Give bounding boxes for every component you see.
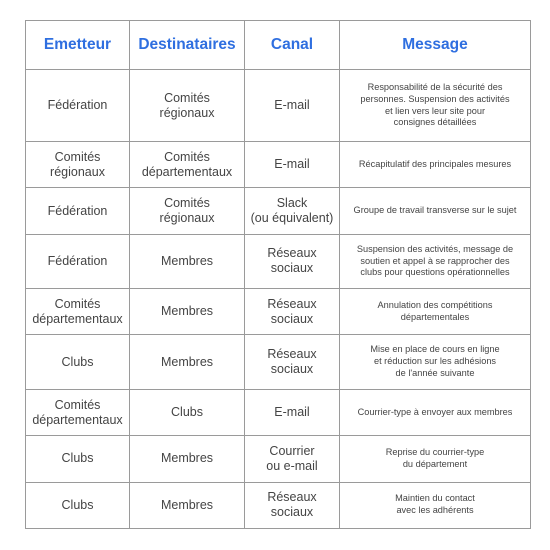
table-row: [26, 389, 531, 435]
cell-emetteur: Clubs: [26, 436, 130, 482]
communication-table: [25, 20, 531, 529]
cell-destinataires: Clubs: [130, 389, 245, 435]
cell-destinataires: Membres: [130, 234, 245, 288]
cell-canal: Réseaux sociaux: [245, 234, 340, 288]
table-row: [26, 234, 531, 288]
cell-destinataires: Membres: [130, 436, 245, 482]
cell-canal: Réseaux sociaux: [245, 335, 340, 389]
header-message: Message: [340, 21, 531, 70]
cell-emetteur: Comités départementaux: [26, 389, 130, 435]
cell-destinataires: Membres: [130, 289, 245, 335]
cell-emetteur: Comités régionaux: [26, 142, 130, 188]
cell-emetteur: Comités départementaux: [26, 289, 130, 335]
header-canal: Canal: [245, 21, 340, 70]
cell-canal: Réseaux sociaux: [245, 289, 340, 335]
cell-message: Récapitulatif des principales mesures: [340, 142, 531, 188]
cell-destinataires: Comités départementaux: [130, 142, 245, 188]
table-row: [26, 436, 531, 482]
cell-canal: Réseaux sociaux: [245, 482, 340, 528]
cell-canal: E-mail: [245, 389, 340, 435]
cell-canal: Slack (ou équivalent): [245, 188, 340, 234]
cell-message: Courrier-type à envoyer aux membres: [340, 389, 531, 435]
table-row: [26, 289, 531, 335]
cell-canal: E-mail: [245, 142, 340, 188]
cell-emetteur: Fédération: [26, 188, 130, 234]
cell-message: Annulation des compétitions départementales: [340, 289, 531, 335]
table-row: [26, 70, 531, 142]
cell-destinataires: Comités régionaux: [130, 70, 245, 142]
cell-message: Groupe de travail transverse sur le sujet: [340, 188, 531, 234]
table-row: [26, 482, 531, 528]
table-row: [26, 335, 531, 389]
cell-message: Suspension des activités, message de soutien et appel à se rapprocher des clubs pour questions opérationnelles: [340, 234, 531, 288]
cell-canal: E-mail: [245, 70, 340, 142]
header-row: [26, 21, 531, 70]
table-body: [26, 70, 531, 529]
table-header: [26, 21, 531, 70]
cell-emetteur: Clubs: [26, 335, 130, 389]
cell-message: Mise en place de cours en ligne et réduction sur les adhésions de l'année suivante: [340, 335, 531, 389]
cell-message: Maintien du contact avec les adhérents: [340, 482, 531, 528]
cell-destinataires: Membres: [130, 482, 245, 528]
header-emetteur: Emetteur: [26, 21, 130, 70]
header-destinataires: Destinataires: [130, 21, 245, 70]
cell-message: Reprise du courrier-type du département: [340, 436, 531, 482]
table-row: [26, 188, 531, 234]
cell-emetteur: Fédération: [26, 70, 130, 142]
cell-canal: Courrier ou e-mail: [245, 436, 340, 482]
cell-destinataires: Membres: [130, 335, 245, 389]
cell-message: Responsabilité de la sécurité des personnes. Suspension des activités et lien vers leur site pour consignes détaillées: [340, 70, 531, 142]
cell-emetteur: Fédération: [26, 234, 130, 288]
cell-emetteur: Clubs: [26, 482, 130, 528]
table-row: [26, 142, 531, 188]
cell-destinataires: Comités régionaux: [130, 188, 245, 234]
